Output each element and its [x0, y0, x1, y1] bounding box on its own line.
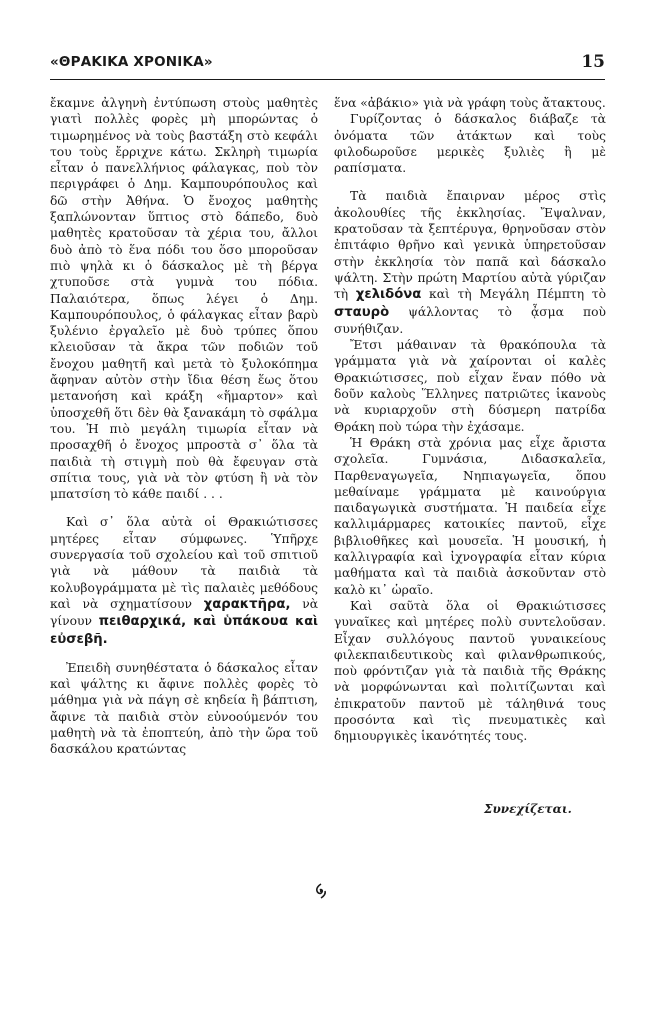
bold-word-swallow: χελιδόνα	[355, 287, 422, 303]
left-paragraph-2-mid-3: καὶ	[288, 614, 318, 630]
right-paragraph-1: ἕνα «ἀβάκιο» γιὰ νὰ γράφη τοὺς ἄτακτους.	[334, 96, 606, 110]
left-column	[50, 95, 318, 758]
right-column	[334, 95, 606, 745]
right-paragraph-3-end: ψάλλοντας τὸ ᾆσμα ποὺ συνήθιζαν.	[334, 304, 606, 336]
left-paragraph-2-mid-2: καὶ	[186, 614, 224, 630]
left-paragraph-2	[50, 514, 318, 647]
right-paragraph-4: Ἔτσι μάθαιναν τὰ θρακόπουλα τὰ γράμματα γιὰ νὰ χαίρονται οἱ καλὲς Θρακιώτισσες, ποὺ εἶχαν ἕναν πόθο νὰ δοῦν καλοὺς Ἕλληνες πατριῶτες ἱκανοὺς νὰ κυριαρχοῦν στὴ δύσμερη πατρίδα Θράκη ποὺ τώρα τὴν ἐχάσαμε.	[334, 338, 606, 434]
left-paragraph-1: ἔκαμνε ἀλγηνὴ ἐντύπωση στοὺς μαθητὲς γιατὶ πολλὲς φορὲς μὴ μπορώντας ὁ τιμωρημένος νὰ τοὺς βαστάξη στὸ κεφάλι του τοὺς ἔρριχνε κάτω. Σκληρὴ τιμωρία εἶταν ὁ πανελλήνιος φάλαγκας, ποὺ τὸν περιγράφει ὁ Δημ. Καμπουρόπουλος καὶ δῶ στὴν Ἀθήνα. Ὁ ἔνοχος μαθητὴς ξαπλώνονταν ὕπτιος στὸ δάπεδο, δυὸ μαθητὲς κρατοῦσαν τὰ χέρια του, ἄλλοι δυὸ ἀπὸ τὸ ἕνα πόδι του ὅσο μποροῦσαν πιὸ ψηλὰ κι ὁ δάσκαλος μὲ τὴ βέργα χτυποῦσε στὰ γυμνὰ του πόδια. Παλαιότερα, ὅπως λέγει ὁ Δημ. Καμπουρόπουλος, ὁ φάλαγκας εἶταν βαρὺ ξυλένιο ἐργαλεῖο μὲ δυὸ τρύπες ὅπου κλειοῦσαν τὰ ἄκρα τῶν ποδιῶν τοῦ ἔνοχου μαθητῆ καὶ μετὰ τὸ ξυλοκόπημα ἄφηναν αὐτὸν στὴν ἴδια θέση ἕως ὅτου μετανοήση καὶ κράξη «ἥμαρτον» καὶ ὑποσχεθῆ ὅτι δὲν θὰ ξανακάμη τὸ σφάλμα του. Ἡ πιὸ μεγάλη τιμωρία εἶταν νὰ προσαχθῆ ὁ ἔνοχος μπροστὰ σ᾽ ὅλα τὰ παιδιὰ τὴ στιγμὴ ποὺ θὰ ἔφευγαν στὰ σπίτια τους, γιὰ νὰ τὸν φτύση ἢ νὰ τὸν μπατσίση τὸ κάθε παιδί . . .	[50, 96, 318, 502]
bold-word-pious: εὐσεβῆ.	[50, 631, 108, 647]
running-head	[50, 54, 605, 76]
continues-note: Συνεχίζεται.	[484, 802, 572, 816]
ornament-icon	[312, 882, 330, 900]
bold-word-character: χαρακτῆρα,	[203, 596, 291, 612]
bold-word-obedient: ὑπάκουα	[223, 614, 289, 630]
right-paragraph-2: Γυρίζοντας ὁ δάσκαλος διάβαζε τὰ ὀνόματα τῶν ἀτάκτων καὶ τοὺς φιλοδωροῦσε μερικὲς ξυλιὲς ἢ μὲ ραπίσματα.	[334, 112, 606, 176]
right-paragraph-3	[334, 188, 606, 337]
right-paragraph-6: Καὶ σαῦτὰ ὅλα οἱ Θρακιώτισσες γυναῖκες καὶ μητέρες πολὺ συντελοῦσαν. Εἶχαν συλλόγους παντοῦ γυναικείους φιλεκπαιδευτικοὺς καὶ φιλανθρωπικούς, ποὺ φρόντιζαν γιὰ τὰ παιδιὰ τῆς Θράκης νὰ μορφώνωνται καὶ πολιτίζωνται καὶ ἐπικρατοῦν παντοῦ μὲ τάληθινά τους προσόντα καὶ τὶς πνευματικὲς καὶ δημιουργικὲς ἱκανότητές τους.	[334, 598, 606, 744]
bold-word-cross: σταυρὸ	[334, 304, 390, 320]
left-paragraph-2-text: Καὶ σ᾽ ὅλα αὐτὰ οἱ Θρακιώτισσες μητέρες εἶταν σύμφωνες. Ὑπῆρχε συνεργασία τοῦ σχολείου καὶ τοῦ σπιτιοῦ γιὰ νὰ μάθουν τὰ παιδιὰ τὰ κολυβογράμματα μὲ τὶς παλαιὲς μεθόδους καὶ νὰ σχηματίσουν	[50, 515, 318, 611]
bold-word-disciplined: πειθαρχικά,	[98, 614, 187, 630]
running-title: «ΘΡΑΚΙΚΑ ΧΡΟΝΙΚΑ»	[50, 54, 213, 70]
right-paragraph-3-text: Τὰ παιδιὰ ἔπαιρναν μέρος στὶς ἀκολουθίες τῆς ἐκκλησίας. Ἔψαλναν, κρατοῦσαν τὰ ξεπτέρυγα, θρηνοῦσαν στὸν ἐπιτάφιο θρῆνο καὶ γενικὰ ὑπηρετοῦσαν στὴν ἐκκλησία τὸν παπᾶ καὶ δάσκαλο ψάλτη. Στὴν πρώτη Μαρτίου αὐτὰ γύριζαν τὴ	[334, 189, 606, 302]
header-rule	[50, 79, 605, 80]
page-number: 15	[581, 52, 605, 72]
left-paragraph-2-mid-1: νὰ γίνουν	[50, 596, 318, 629]
left-paragraph-3: Ἐπειδὴ συνηθέστατα ὁ δάσκαλος εἶταν καὶ ψάλτης κι ἄφινε πολλὲς φορὲς τὸ μάθημα γιὰ νὰ πάγη σὲ κηδεία ἢ βάπτιση, ἄφινε τὰ παιδιὰ στὸν εὐνοούμενόν του μαθητὴ νὰ τὰ ἐποπτεύη, ἀπὸ τὴν ὥρα τοῦ δασκάλου κρατώντας	[50, 660, 318, 757]
right-paragraph-3-mid: καὶ τὴ Μεγάλη Πέμπτη τὸ	[421, 287, 606, 302]
right-paragraph-5: Ἡ Θράκη στὰ χρόνια μας εἶχε ἄριστα σχολεῖα. Γυμνάσια, Διδασκαλεῖα, Παρθεναγωγεῖα, Νηπιαγωγεῖα, ὅπου μεθαίναμε γράμματα μὲ καινούργια παιδαγωγικὰ συστήματα. Ἡ παιδεία εἶχε καλλιμάρμαρες κατοικίες παντοῦ, εἶχε βιβλιοθῆκες καὶ μουσεῖα. Ἡ μουσική, ἡ καλλιγραφία καὶ ἰχνογραφία εἶταν κύρια μαθήματα καὶ τὰ παιδιὰ ἀσκοῦνταν στὸ καλὸ κι᾽ ὡραῖο.	[334, 435, 606, 597]
